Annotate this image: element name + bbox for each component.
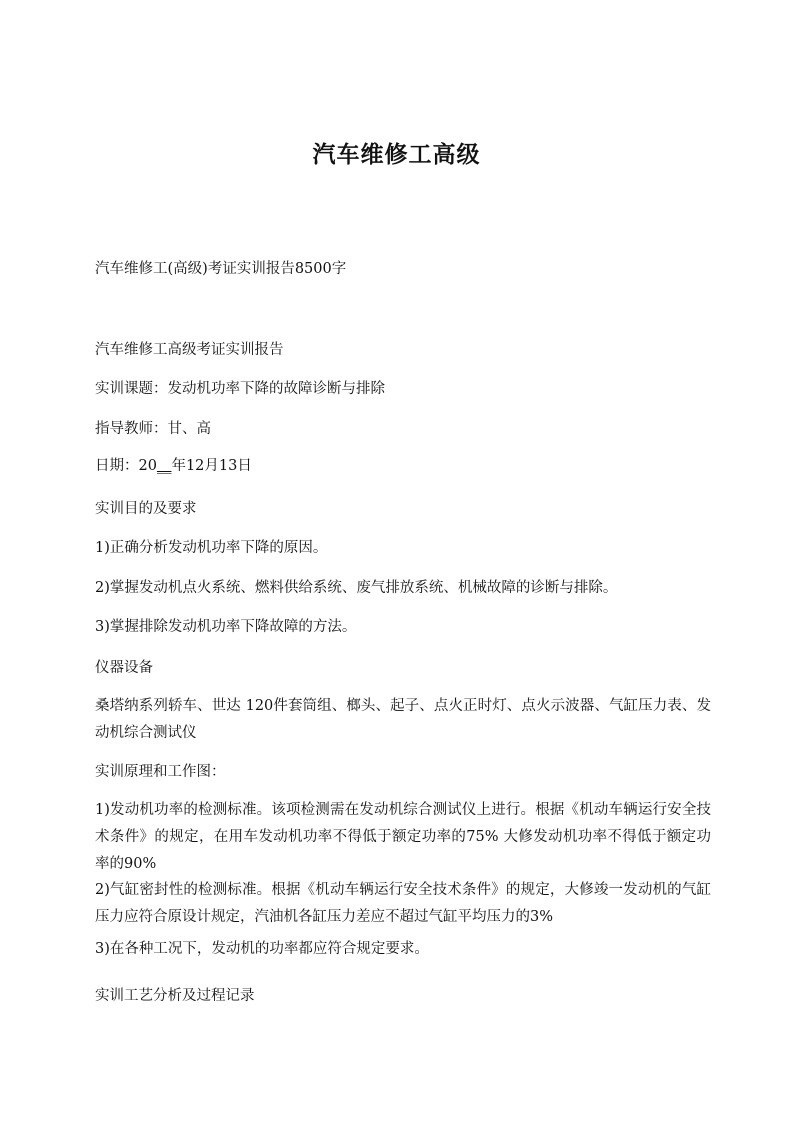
section-principle-heading: 实训原理和工作图：: [95, 764, 226, 780]
date-prefix: 日期：20: [95, 458, 157, 474]
objective-item: 1)正确分析发动机功率下降的原因。: [95, 540, 328, 556]
principle-item: 1)发动机功率的检测标准。该项检测需在发动机综合测试仪上进行。根据《机动车辆运行安全技术条件》的规定，在用车发动机功率不得低于额定功率的75% 大修发动机功率不得低于额定功率的90%: [95, 802, 711, 872]
section-objectives-heading: 实训目的及要求: [95, 501, 197, 517]
document-subtitle: 汽车维修工(高级)考证实训报告8500字: [95, 261, 347, 277]
principle-item: 2)气缸密封性的检测标准。根据《机动车辆运行安全技术条件》的规定，大修竣一发动机的气缸压力应符合原设计规定，汽油机各缸压力差应不超过气缸平均压力的3%: [95, 882, 711, 925]
section-process-heading: 实训工艺分析及过程记录: [95, 988, 255, 1004]
date-blank: __: [156, 458, 172, 474]
principle-item: 3)在各种工况下，发动机的功率都应符合规定要求。: [95, 941, 429, 957]
date-suffix: 年12月13日: [171, 458, 252, 474]
report-heading: 汽车维修工高级考证实训报告: [95, 342, 284, 358]
document-title: 汽车维修工高级: [312, 142, 481, 168]
report-date: [95, 453, 715, 480]
instructor: 指导教师：甘、高: [95, 421, 211, 437]
objective-item: 2)掌握发动机点火系统、燃料供给系统、废气排放系统、机械故障的诊断与排除。: [95, 580, 618, 596]
section-equipment-heading: 仪器设备: [95, 660, 153, 676]
equipment-list: 桑塔纳系列轿车、世达 120件套筒组、榔头、起子、点火正时灯、点火示波器、气缸压力表、发动机综合测试仪: [95, 698, 711, 741]
training-topic: 实训课题：发动机功率下降的故障诊断与排除: [95, 381, 385, 397]
objective-item: 3)掌握排除发动机功率下降故障的方法。: [95, 619, 357, 635]
